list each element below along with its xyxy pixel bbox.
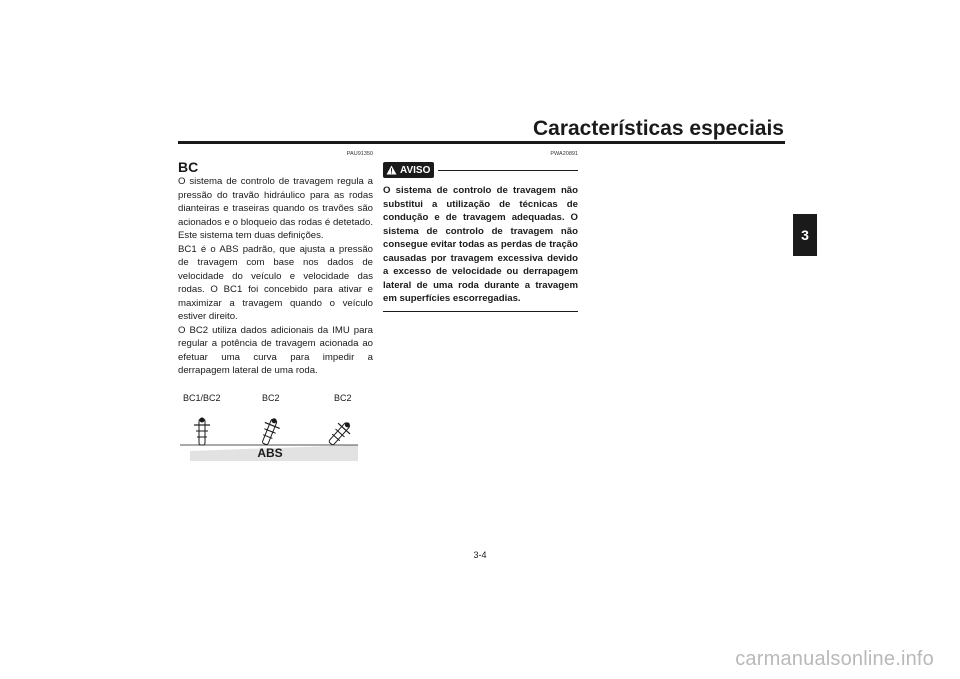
figure-label-bc1-bc2: BC1/BC2 bbox=[183, 393, 221, 403]
warning-code: PWA20891 bbox=[550, 151, 578, 157]
section-heading: BC bbox=[178, 159, 199, 175]
warning-badge bbox=[383, 162, 434, 178]
right-column bbox=[383, 150, 578, 312]
left-column bbox=[178, 150, 373, 378]
bc-figure bbox=[180, 390, 360, 462]
section-code: PAU91350 bbox=[346, 151, 373, 157]
figure-label-bc2-second: BC2 bbox=[334, 393, 352, 403]
warning-header-rule bbox=[438, 170, 578, 171]
header-rule bbox=[178, 141, 785, 144]
warning-header bbox=[383, 162, 578, 178]
motorcycle-upright-icon bbox=[194, 418, 210, 446]
warning-end-rule bbox=[383, 311, 578, 312]
warning-text: O sistema de controlo de travagem não substitui a utilização de técnicas de condução e de travagem adequadas. O sistema de controlo de travagem não consegue evitar todas as perdas de tração causadas por travagem excessiva devido a excesso de velocidade ou derrapagem lateral de uma roda durante a travagem em superfícies escorregadias. bbox=[383, 185, 578, 304]
motorcycle-leaning-icon bbox=[257, 415, 282, 446]
motorcycle-leaning-more-icon bbox=[325, 418, 355, 449]
paragraph-3: O BC2 utiliza dados adicionais da IMU para regular a potência de travagem acionada ao efetuar uma curva para impedir a derrapagem lateral de uma roda. bbox=[178, 324, 373, 376]
chapter-tab: 3 bbox=[793, 214, 817, 256]
paragraph-2: BC1 é o ABS padrão, que ajusta a pressão de travagem com base nos dados de velocidade do veículo e velocidade das rodas. O BC1 foi concebido para ativar e maximizar a travagem quando o veículo estiver direito. bbox=[178, 243, 373, 322]
figure-ground-label: ABS bbox=[257, 446, 283, 460]
page-number: 3-4 bbox=[473, 550, 487, 560]
figure-ground bbox=[180, 413, 360, 461]
warning-triangle-icon bbox=[386, 165, 397, 175]
watermark: carmanualsonline.info bbox=[735, 648, 934, 670]
figure-label-bc2: BC2 bbox=[262, 393, 280, 403]
paragraph-1: O sistema de controlo de travagem regula a pressão do travão hidráulico para as rodas dianteiras e traseiras quando os travões são acionados e o bloqueio das rodas é detetado. Este sistema tem duas definições. bbox=[178, 176, 373, 241]
warning-label: AVISO bbox=[400, 164, 431, 176]
page-header-title: Características especiais bbox=[532, 117, 784, 140]
